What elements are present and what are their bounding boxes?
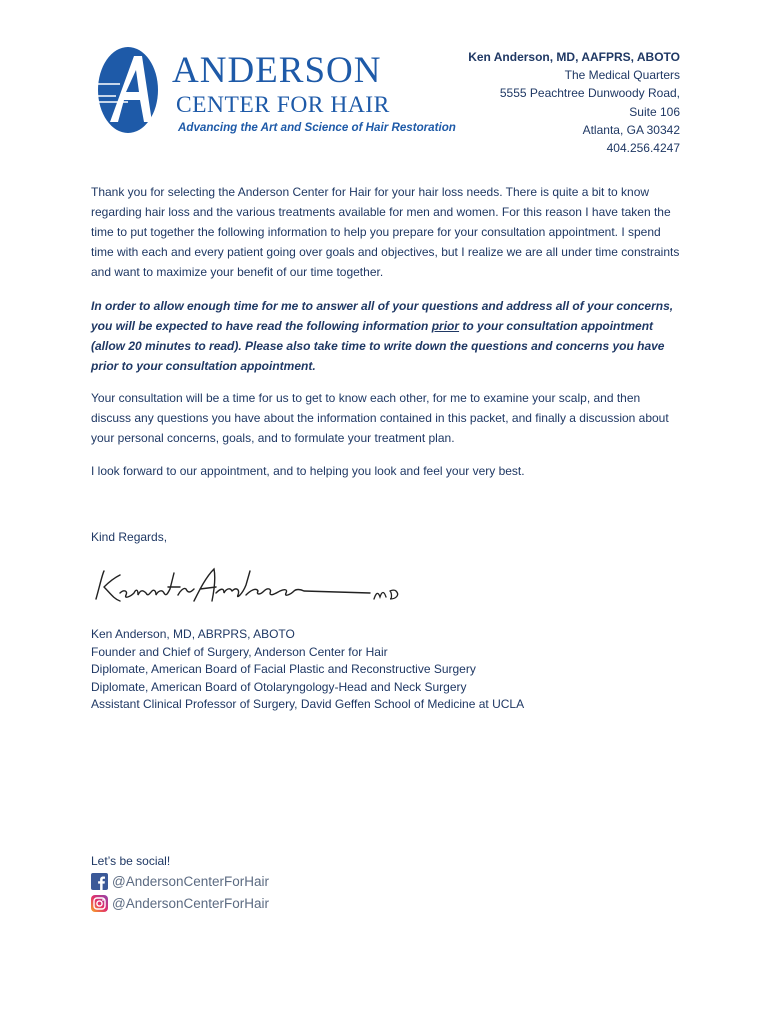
anderson-center-logo	[88, 40, 460, 140]
credential-line: Diplomate, American Board of Facial Plastic and Reconstructive Surgery	[91, 662, 476, 677]
instagram-handle[interactable]: @AndersonCenterForHair	[112, 895, 270, 911]
letter-paragraph-4: I look forward to our appointment, and to helping you look and feel your very best.	[91, 464, 525, 478]
instagram-link[interactable]	[91, 892, 269, 914]
credential-line: Founder and Chief of Surgery, Anderson Center for Hair	[91, 644, 388, 659]
facebook-icon	[91, 873, 108, 890]
letter-paragraph-1: Thank you for selecting the Anderson Center for Hair for your hair loss needs. There is quite a bit to know regarding hair loss and the various treatments available for men and women. For this reason I have taken the time to put together the following information to help you prepare for your consultation appointment. I spend time with each and every patient going over goals and objectives, but I realize we are all under time constraints and want to maximize your benefit of our time together.	[91, 185, 680, 279]
signature-credentials	[91, 626, 524, 714]
address-line: 5555 Peachtree Dunwoody Road,	[499, 86, 680, 101]
letter-paragraph-3: Your consultation will be a time for us to get to know each other, for me to examine your scalp, and then discuss any questions you have about the information contained in this packet, and finally a discussion about your personal concerns, goals, and to formulate your treatment plan.	[91, 391, 669, 445]
instagram-icon	[91, 895, 108, 912]
paragraph-2-underlined: prior	[431, 319, 460, 333]
facebook-link[interactable]	[91, 870, 269, 892]
doctor-name-header: Ken Anderson, MD, AAFPRS, ABOTO	[468, 50, 680, 64]
logo-tagline: Advancing the Art and Science of Hair Restoration	[178, 121, 456, 134]
logo-line1: ANDERSON	[172, 50, 382, 91]
address-block	[468, 48, 680, 157]
paragraph-2-text: In order to allow enough time for me to answer all of your questions and address all of your concerns, you will be expected to have read the following information	[91, 299, 674, 333]
phone-number: 404.256.4247	[606, 141, 680, 156]
address-line: The Medical Quarters	[564, 68, 680, 83]
credential-line: Ken Anderson, MD, ABRPRS, ABOTO	[91, 627, 295, 641]
paragraph-2-text-end: to your consultation appointment (allow 20 minutes to read). Please also take time to write down the questions and concerns you have prior to your consultation appointment.	[91, 319, 665, 373]
credential-line: Assistant Clinical Professor of Surgery, David Geffen School of Medicine at UCLA	[91, 697, 525, 712]
social-section	[91, 852, 269, 914]
address-line: Atlanta, GA 30342	[582, 122, 680, 137]
social-title: Let’s be social!	[91, 854, 171, 868]
closing: Kind Regards,	[91, 530, 168, 544]
signature-graphic	[90, 563, 420, 613]
logo-line2: CENTER FOR HAIR	[176, 92, 390, 118]
logo-graphic	[88, 40, 460, 140]
credential-line: Diplomate, American Board of Otolaryngology-Head and Neck Surgery	[91, 679, 467, 694]
signature	[90, 563, 420, 613]
address-line: Suite 106	[629, 104, 680, 119]
facebook-handle[interactable]: @AndersonCenterForHair	[112, 873, 270, 889]
letter-paragraph-2	[91, 296, 681, 376]
